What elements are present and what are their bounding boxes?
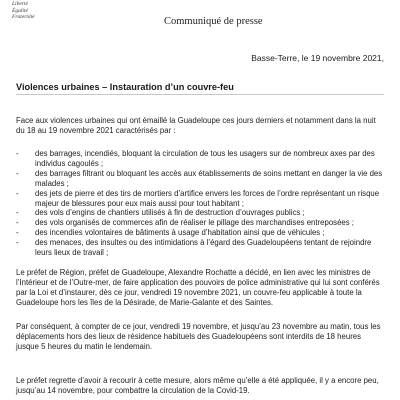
curfew-hours-paragraph: Par conséquent, à compter de ce jour, vendredi 19 novembre, et jusqu’au 23 novembre au matin, tous les déplacements hors des lieux de résidence habituels des Guadeloupéens sont interdits de 18 heures jusque 5 heures du matin le lendemain. bbox=[16, 322, 381, 351]
motto-liberte: Liberté bbox=[12, 1, 28, 7]
regret-paragraph: Le préfet regrette d’avoir à recourir à cette mesure, alors même qu’elle a été appliquée, il y a encore peu, jusqu’au 14 novembre, pour combattre la circulation de la Covid-19. bbox=[16, 376, 379, 395]
list-item-text: des incendies volontaires de bâtiments à usage d’habitation ainsi que de véhicules ; bbox=[35, 228, 325, 238]
bullet-marker: - bbox=[16, 149, 19, 158]
list-item bbox=[16, 218, 384, 228]
bullet-marker: - bbox=[16, 238, 19, 248]
list-item bbox=[16, 149, 384, 169]
list-item bbox=[16, 189, 384, 209]
list-item bbox=[16, 228, 384, 238]
list-item-text: des barrages filtrant ou bloquant les accès aux établissements de soins mettant en danger la vie des malades ; bbox=[35, 168, 383, 188]
republic-motto bbox=[12, 1, 35, 21]
list-item-text: des vols organisés de commerces afin de réaliser le pillage des marchandises entreposées ; bbox=[35, 218, 354, 228]
page-title: Violences urbaines – Instauration d’un couvre-feu bbox=[16, 82, 384, 95]
list-item bbox=[16, 208, 384, 218]
list-item-text: des jets de pierre et des tirs de mortiers d’artifice envers les forces de l’ordre représentant un risque majeur de blessures pour eux mais aussi pour tout habitant ; bbox=[35, 188, 380, 208]
place-date: Basse-Terre, le 19 novembre 2021, bbox=[251, 53, 384, 63]
bullet-marker: - bbox=[16, 168, 19, 178]
list-item-text: des menaces, des insultes ou des intimidations à l’égard des Guadeloupéens tentant de rejoindre leurs lieux de travail ; bbox=[35, 238, 372, 258]
list-item bbox=[16, 238, 384, 258]
bullet-marker: - bbox=[16, 188, 19, 198]
bullet-marker: - bbox=[16, 218, 19, 228]
list-item bbox=[16, 169, 384, 189]
bullet-marker: - bbox=[16, 228, 19, 238]
intro-paragraph: Face aux violences urbaines qui ont émaillé la Guadeloupe ces jours derniers et notamment dans la nuit du 18 au 19 novembre 2021 caractérisés par : bbox=[16, 116, 376, 135]
decision-paragraph: Le préfet de Région, préfet de Guadeloupe, Alexandre Rochatte a décidé, en lien avec les ministres de l’Intérieur et de l’Outre-mer, de faire application des pouvoirs de police administrative qui lui sont conférés par la Loi et d’instaurer, dès ce jour, vendredi 19 novembre 2021, un couvre-feu applicable à toute la Guadeloupe hors les îles de la Désirade, de Marie-Galante et des Saintes. bbox=[16, 268, 380, 307]
bullet-marker: - bbox=[16, 208, 19, 218]
list-item-text: des vols d’engins de chantiers utilisés à fin de destruction d’ouvrages publics ; bbox=[35, 208, 305, 218]
document-type: Communiqué de presse bbox=[164, 16, 263, 27]
incident-list bbox=[16, 149, 384, 258]
list-item-text: des barrages, incendiés, bloquant la circulation de tous les usagers sur de nombreux axes par des individus cagoulés ; bbox=[35, 149, 375, 168]
motto-egalite: Égalité bbox=[12, 7, 28, 14]
motto-fraternite: Fraternité bbox=[12, 14, 35, 20]
